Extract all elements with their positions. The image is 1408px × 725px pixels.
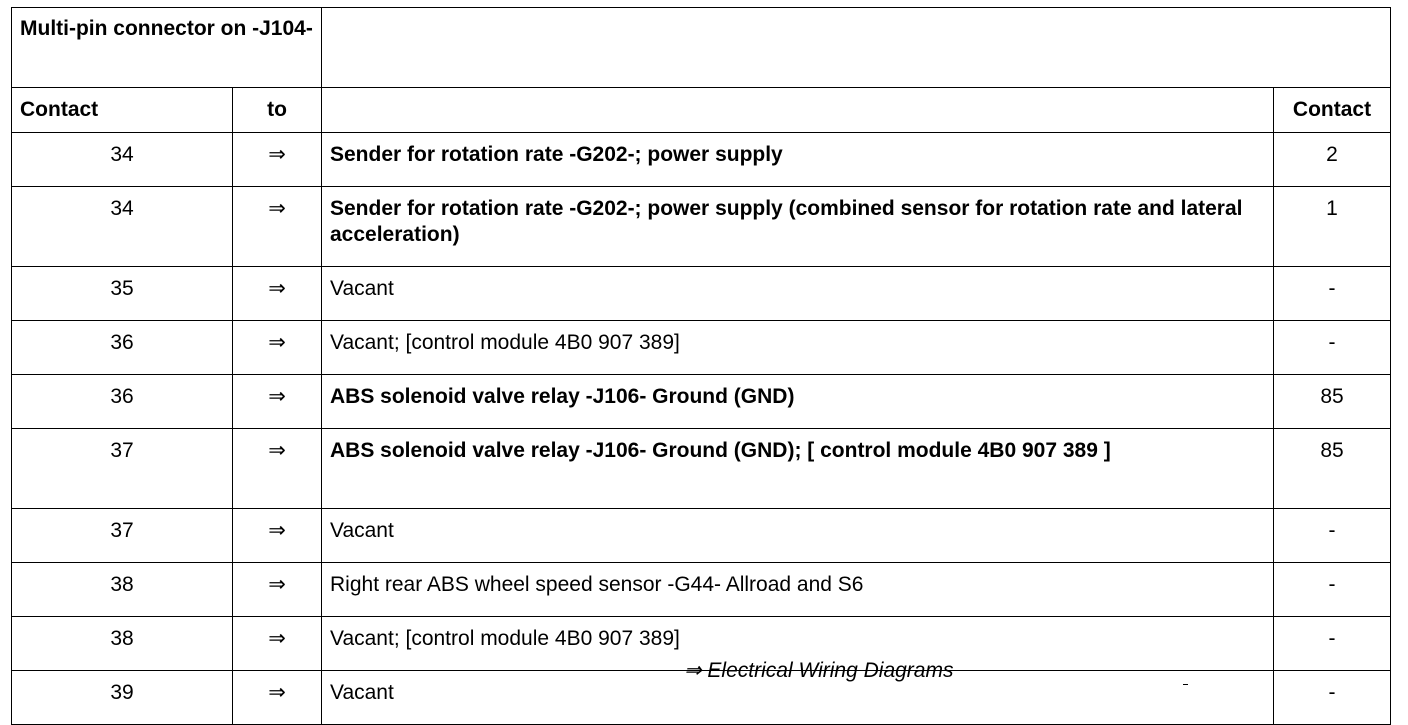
- row-description: Vacant; [control module 4B0 907 389]: [322, 617, 1274, 671]
- row-description: Vacant: [322, 267, 1274, 321]
- arrow-icon: ⇒: [233, 671, 322, 725]
- row-contact-right: -: [1274, 563, 1391, 617]
- electrical-wiring-diagrams-link[interactable]: ⇒ Electrical Wiring Diagrams: [684, 659, 954, 682]
- arrow-icon: ⇒: [233, 375, 322, 429]
- header-to: to: [233, 88, 322, 133]
- table-row: [12, 375, 1391, 429]
- arrow-icon: ⇒: [233, 321, 322, 375]
- row-description: Vacant: [322, 671, 1274, 725]
- row-contact: 38: [12, 617, 233, 671]
- table-row: [12, 563, 1391, 617]
- table-row: [12, 429, 1391, 509]
- row-contact: 36: [12, 375, 233, 429]
- table-row: [12, 133, 1391, 187]
- table-row: [12, 267, 1391, 321]
- row-contact: 34: [12, 133, 233, 187]
- table-row: [12, 509, 1391, 563]
- arrow-icon: ⇒: [233, 429, 322, 509]
- row-contact-right: -: [1274, 509, 1391, 563]
- arrow-icon: ⇒: [233, 617, 322, 671]
- row-contact-right: 85: [1274, 429, 1391, 509]
- table-row: [12, 321, 1391, 375]
- title-blank-cell: [322, 8, 1391, 88]
- header-contact: Contact: [12, 88, 233, 133]
- row-contact-right: -: [1274, 671, 1391, 725]
- arrow-icon: ⇒: [233, 509, 322, 563]
- row-contact: 37: [12, 429, 233, 509]
- row-description: ABS solenoid valve relay -J106- Ground (GND): [322, 375, 1274, 429]
- connector-title: Multi-pin connector on -J104-: [12, 8, 322, 88]
- arrow-icon: ⇒: [233, 563, 322, 617]
- row-description: Sender for rotation rate -G202-; power supply: [322, 133, 1274, 187]
- row-description: Sender for rotation rate -G202-; power supply (combined sensor for rotation rate and lateral acceleration): [322, 187, 1274, 267]
- row-contact: 34: [12, 187, 233, 267]
- row-contact-right: 1: [1274, 187, 1391, 267]
- table-row: [12, 187, 1391, 267]
- row-contact-right: -: [1274, 267, 1391, 321]
- arrow-icon: ⇒: [233, 133, 322, 187]
- row-contact-right: 85: [1274, 375, 1391, 429]
- row-contact-right: 2: [1274, 133, 1391, 187]
- row-contact: 35: [12, 267, 233, 321]
- row-contact: 39: [12, 671, 233, 725]
- row-description: Right rear ABS wheel speed sensor -G44- Allroad and S6: [322, 563, 1274, 617]
- row-description: Vacant; [control module 4B0 907 389]: [322, 321, 1274, 375]
- row-contact-right: -: [1274, 321, 1391, 375]
- arrow-icon: ⇒: [233, 187, 322, 267]
- row-contact: 38: [12, 563, 233, 617]
- connector-pin-table: [11, 7, 1391, 725]
- row-description: Vacant: [322, 509, 1274, 563]
- row-contact: 36: [12, 321, 233, 375]
- row-contact-right: -: [1274, 617, 1391, 671]
- row-contact: 37: [12, 509, 233, 563]
- divider: [1183, 684, 1188, 685]
- header-contact-right: Contact: [1274, 88, 1391, 133]
- header-description: [322, 88, 1274, 133]
- arrow-icon: ⇒: [233, 267, 322, 321]
- row-description: ABS solenoid valve relay -J106- Ground (GND); [ control module 4B0 907 389 ]: [322, 429, 1274, 509]
